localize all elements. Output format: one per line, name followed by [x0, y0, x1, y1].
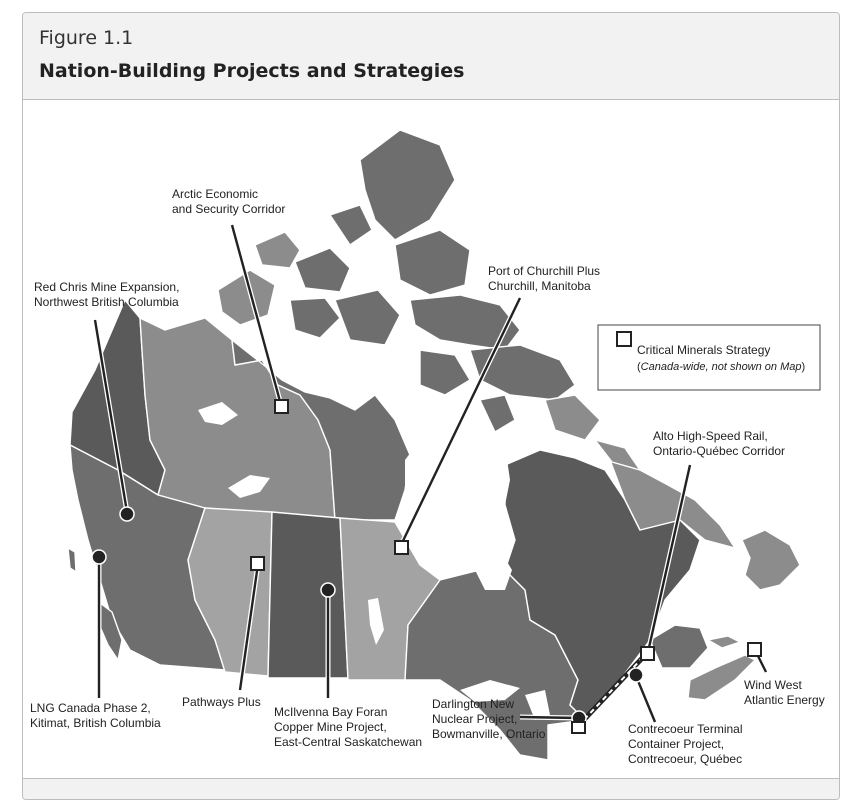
label-alto: Alto High-Speed Rail, Ontario-Québec Corridor — [653, 429, 786, 458]
figure-label: Figure 1.1 — [39, 27, 134, 49]
region-newfoundland — [742, 530, 800, 590]
marker-mcilvenna-circle — [321, 583, 335, 597]
marker-lng-circle — [92, 550, 106, 564]
label-lng: LNG Canada Phase 2, Kitimat, British Columbia — [30, 701, 161, 730]
region-saskatchewan — [268, 512, 348, 678]
legend-title: Critical Minerals Strategy — [637, 343, 771, 357]
gulf-of-st-lawrence — [665, 585, 742, 630]
region-haida-gwaii — [68, 548, 76, 572]
label-redchris: Red Chris Mine Expansion, Northwest British Columbia — [34, 280, 180, 309]
legend-note: (Canada-wide, not shown on Map) — [637, 361, 806, 373]
label-darlington: Darlington New Nuclear Project, Bowmanville, Ontario — [432, 697, 546, 741]
label-contrecoeur: Contrecoeur Terminal Container Project, Contrecoeur, Québec — [628, 722, 743, 766]
marker-darlington-square — [572, 722, 585, 733]
marker-windwest-square — [748, 643, 761, 656]
marker-redchris-circle — [120, 507, 134, 521]
label-arctic: Arctic Economic and Security Corridor — [172, 187, 286, 216]
region-new-brunswick — [650, 625, 708, 668]
marker-contrecoeur-circle — [629, 668, 643, 682]
label-pathways: Pathways Plus — [182, 695, 261, 709]
legend — [598, 325, 820, 390]
region-prince-edward-island — [708, 636, 740, 648]
label-churchill: Port of Churchill Plus Churchill, Manitoba — [488, 264, 601, 293]
marker-alto-square — [641, 647, 654, 660]
label-windwest: Wind West Atlantic Energy — [744, 678, 825, 707]
marker-churchill-square — [395, 541, 408, 554]
marker-arctic-square — [275, 400, 288, 413]
marker-pathways-square — [251, 557, 264, 570]
legend-square-icon — [617, 332, 631, 346]
figure-title: Nation-Building Projects and Strategies — [39, 60, 465, 82]
label-mcilvenna: McIlvenna Bay Foran Copper Mine Project, East-Central Saskatchewan — [274, 705, 423, 749]
